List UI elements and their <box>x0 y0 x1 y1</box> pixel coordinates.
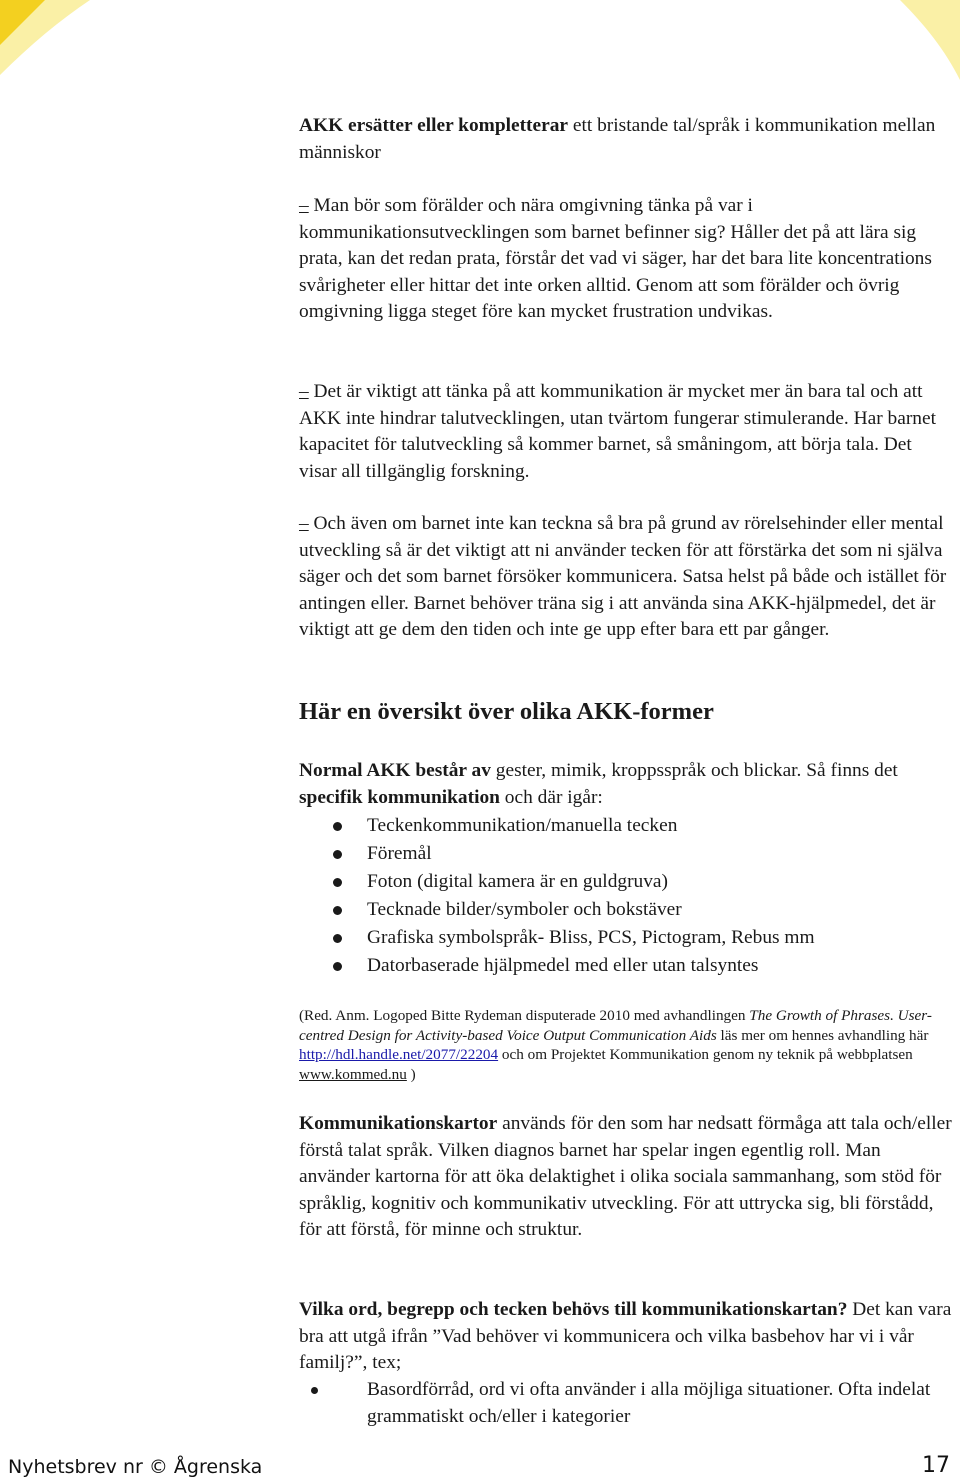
list-item: Datorbaserade hjälpmedel med eller utan talsyntes <box>299 952 954 980</box>
bullet-icon <box>311 1387 318 1394</box>
note-end: ) <box>406 1065 416 1083</box>
thesis-link[interactable]: http://hdl.handle.net/2077/22204 <box>299 1046 499 1064</box>
list-item: Basordförråd, ord vi ofta använder i alla möjliga situationer. Ofta indelat grammatiskt och/eller i kategorier <box>299 1377 954 1430</box>
basic-vocabulary-list <box>299 1377 954 1430</box>
list-item: Föremål <box>299 840 954 868</box>
paragraph-importance <box>299 379 954 485</box>
list-item: Tecknade bilder/symboler och bokstäver <box>299 896 954 924</box>
bullet-icon <box>333 962 342 971</box>
dash-marker: – <box>299 381 309 402</box>
paragraph-normal-akk <box>299 758 954 811</box>
list-item: Grafiska symbolspråk- Bliss, PCS, Pictogram, Rebus mm <box>299 924 954 952</box>
words-question-text: Det kan vara bra att utgå ifrån ”Vad behöver vi kommunicera och vilka basbehov har vi i vår familj?”, tex; <box>299 1299 952 1374</box>
paragraph-communication-maps <box>299 1111 954 1244</box>
paragraph-importance-text: Det är viktigt att tänka på att kommunikation är mycket mer än bara tal och att AKK inte hindrar talutvecklingen, utan tvärtom fungerar stimulerande. Har barnet kapacitet för talutveckling så kommer barnet, så småningom, att börja tala. Det visar all tillgänglig forskning. <box>299 381 936 482</box>
paragraph-parents <box>299 193 954 326</box>
bullet-icon <box>333 878 342 887</box>
note-mid: läs mer om hennes avhandling här <box>716 1026 929 1044</box>
paragraph-parents-text: Man bör som förälder och nära omgivning tänka på var i kommunikationsutvecklingen som barnet befinner sig? Håller det på att lära sig prata, kan det redan prata, förstår det vad vi säger, har det bara lite koncentrations svårigheter eller hittar det inte orken alltid. Genom att som förälder och övrig omgivning ligga steget före kan mycket frustration undvikas. <box>299 195 932 323</box>
intro-bold: AKK ersätter eller kompletterar <box>299 115 569 136</box>
list-item: Foton (digital kamera är en guldgruva) <box>299 868 954 896</box>
communication-maps-bold: Kommunikationskartor <box>299 1113 498 1134</box>
bullet-icon <box>333 822 342 831</box>
intro-paragraph <box>299 113 954 166</box>
akk-forms-list <box>299 812 954 981</box>
dash-marker: – <box>299 513 309 534</box>
thesis-title: The Growth of Phrases. User-centred Design for Activity-based Voice Output Communication Aids <box>299 1007 932 1044</box>
editorial-note <box>299 1006 954 1084</box>
corner-swoosh-right <box>900 0 960 80</box>
kommed-link[interactable]: www.kommed.nu <box>299 1065 407 1083</box>
bullet-icon <box>333 906 342 915</box>
specific-communication-bold: specifik kommunikation <box>299 786 500 808</box>
bullet-icon <box>333 934 342 943</box>
communication-maps-text: används för den som har nedsatt förmåga att tala och/eller förstå talat språk. Vilken diagnos barnet har spelar ingen egentlig roll. Man använder kartorna för att öka delaktighet i olika sociala sammanhang, som stöd för språklig, kognitiv och kommunikativ utveckling. För att uttrycka sig, bli förstådd, för att förstå, för minne och struktur. <box>299 1113 952 1241</box>
page-footer <box>0 1448 960 1483</box>
dash-marker: – <box>299 195 309 216</box>
words-question-bold: Vilka ord, begrepp och tecken behövs till kommunikationskartan? <box>299 1299 848 1320</box>
paragraph-signs <box>299 511 954 644</box>
normal-akk-bold: Normal AKK består av <box>299 760 491 781</box>
section-heading: Här en översikt över olika AKK-former <box>299 698 714 725</box>
page-corner-decoration <box>0 0 960 90</box>
page-number: 17 <box>922 1453 950 1478</box>
note-mid2: och om Projektet Kommunikation genom ny teknik på webbplatsen <box>498 1046 913 1064</box>
list-item: Teckenkommunikation/manuella tecken <box>299 812 954 840</box>
footer-publication: Nyhetsbrev nr © Ågrenska <box>8 1456 263 1478</box>
normal-akk-text: gester, mimik, kroppsspråk och blickar. Så finns det <box>490 760 898 781</box>
normal-akk-end: och där igår: <box>499 786 603 808</box>
intro-text: ett bristande tal/språk i kommunikation mellan människor <box>299 115 936 163</box>
paragraph-words-question <box>299 1297 954 1377</box>
paragraph-signs-text: Och även om barnet inte kan teckna så bra på grund av rörelsehinder eller mental utveckling så är det viktigt att ni använder tecken för att förstärka det som ni själva säger och det som barnet försöker kommunicera. Satsa helst på både och istället för antingen eller. Barnet behöver träna sig i att använda sina AKK-hjälpmedel, det är viktigt att ge dem den tiden och inte ge upp efter bara ett par gånger. <box>299 513 947 641</box>
note-start: (Red. Anm. Logoped Bitte Rydeman disputerade 2010 med avhandlingen <box>299 1007 750 1024</box>
bullet-icon <box>333 850 342 859</box>
